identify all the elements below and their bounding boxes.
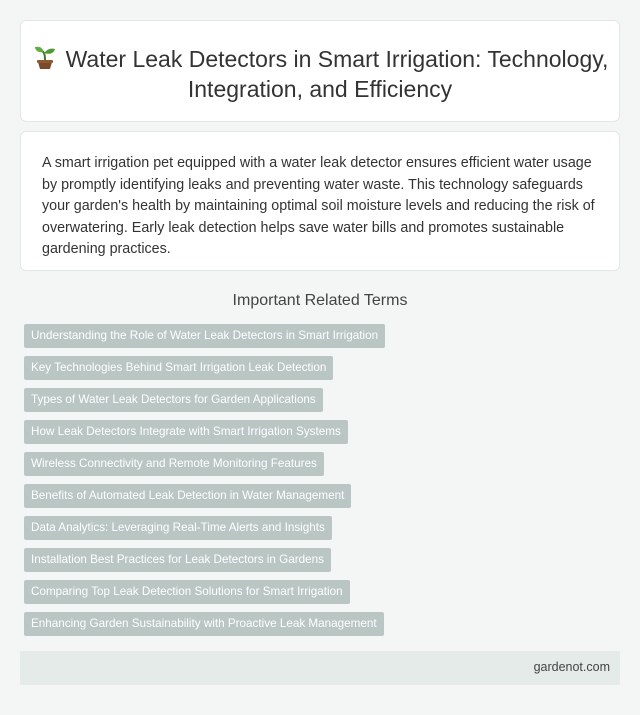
related-term-tag[interactable]: Installation Best Practices for Leak Detectors in Gardens: [24, 548, 331, 572]
related-term-tag[interactable]: How Leak Detectors Integrate with Smart Irrigation Systems: [24, 420, 348, 444]
page-title: [21, 44, 619, 104]
related-term-tag[interactable]: Types of Water Leak Detectors for Garden Applications: [24, 388, 323, 412]
related-terms-heading: Important Related Terms: [232, 292, 408, 309]
footer: [20, 651, 620, 685]
intro-paragraph: A smart irrigation pet equipped with a water leak detector ensures efficient water usage by promptly identifying leaks and preventing water waste. This technology safeguards your garden's health by maintaining optimal soil moisture levels and reducing the risk of overwatering. Early leak detection helps save water bills and promotes sustainable gardening practices.: [42, 155, 595, 258]
sprout-icon: [32, 44, 58, 70]
footer-site-link[interactable]: gardenot.com: [533, 660, 610, 674]
related-term-tag[interactable]: Understanding the Role of Water Leak Detectors in Smart Irrigation: [24, 324, 385, 348]
related-term-tag[interactable]: Wireless Connectivity and Remote Monitoring Features: [24, 452, 324, 476]
title-card: [20, 20, 620, 122]
related-term-tag[interactable]: Data Analytics: Leveraging Real-Time Alerts and Insights: [24, 516, 332, 540]
related-term-tag[interactable]: Comparing Top Leak Detection Solutions for Smart Irrigation: [24, 580, 350, 604]
related-term-tag[interactable]: Benefits of Automated Leak Detection in Water Management: [24, 484, 351, 508]
related-term-tag[interactable]: Key Technologies Behind Smart Irrigation Leak Detection: [24, 356, 333, 380]
intro-card: [20, 131, 620, 271]
related-term-tag[interactable]: Enhancing Garden Sustainability with Proactive Leak Management: [24, 612, 384, 636]
title-text: Water Leak Detectors in Smart Irrigation: Technology, Integration, and Efficiency: [65, 46, 609, 102]
